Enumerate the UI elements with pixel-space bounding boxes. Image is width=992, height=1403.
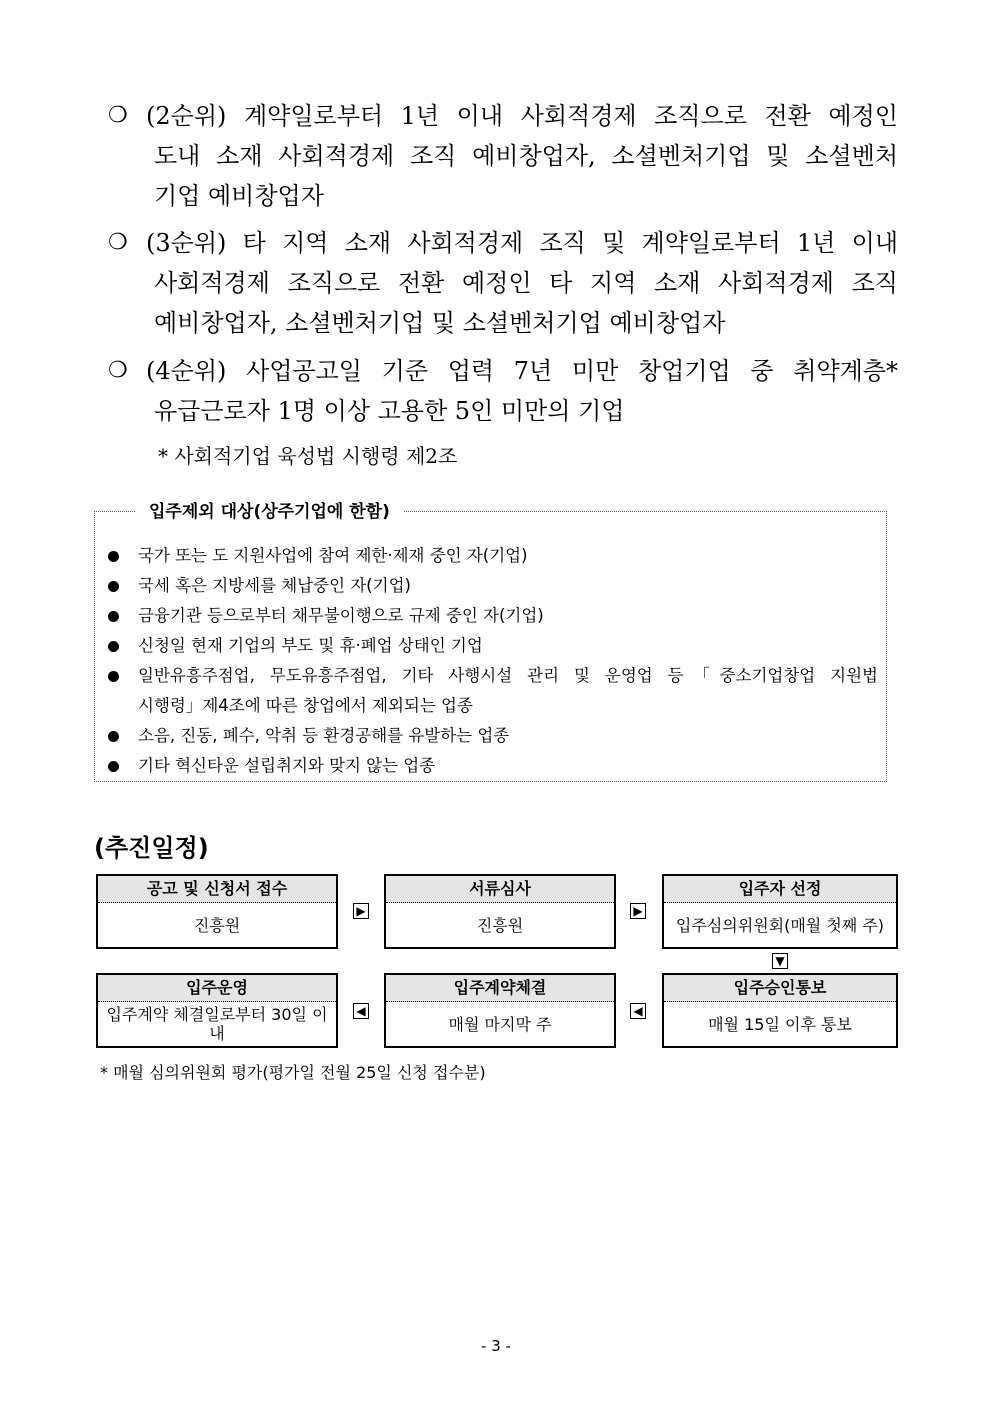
step-header: 입주계약체결: [386, 975, 614, 1002]
step-body: 입주계약 체결일로부터 30일 이내: [106, 1005, 328, 1043]
priority-4: [108, 351, 898, 431]
bullet-dot-icon: [108, 731, 119, 742]
priority-2: [108, 96, 898, 216]
bullet-dot-icon: [108, 581, 119, 592]
arrow-left-icon: ◀: [353, 1003, 369, 1019]
step-approval-notice: [662, 973, 898, 1048]
arrow-right-icon: ▶: [630, 903, 646, 919]
priority-footnote: * 사회적기업 육성법 시행령 제2조: [158, 444, 458, 468]
step-body: 매월 마지막 주: [448, 1014, 552, 1034]
list-item: 금융기관 등으로부터 채무불이행으로 규제 중인 자(기업): [108, 601, 878, 631]
list-item-continuation: 시행령」제4조에 따른 창업에서 제외되는 업종: [138, 696, 473, 715]
step-document-review: [384, 874, 616, 949]
step-tenant-selection: [662, 874, 898, 949]
step-contract: [384, 973, 616, 1048]
step-body: 입주심의위원회(매월 첫째 주): [675, 915, 885, 935]
schedule-footnote: * 매월 심의위원회 평가(평가일 전월 25일 신청 접수분): [100, 1063, 486, 1082]
bullet-dot-icon: [108, 611, 119, 622]
step-body: 진흥원: [476, 915, 524, 935]
exclusion-title: 입주제외 대상(상주기업에 한함): [135, 497, 404, 522]
bullet-dot-icon: [108, 671, 119, 682]
step-header: 입주운영: [98, 975, 336, 1002]
priority-3-text: (3순위) 타 지역 소재 사회적경제 조직 및 계약일로부터 1년 이내: [146, 229, 898, 257]
list-item: 기타 혁신타운 설립취지와 맞지 않는 업종: [108, 751, 878, 781]
priority-3-line-3: 예비창업자, 소셜벤처기업 및 소셜벤처기업 예비창업자: [154, 309, 726, 337]
list-item: 소음, 진동, 폐수, 악취 등 환경공해를 유발하는 업종: [108, 721, 878, 751]
priority-2-line-2: 도내 소재 사회적경제 조직 예비창업자, 소셜벤처기업 및 소셜벤처: [154, 142, 898, 170]
list-item: 신청일 현재 기업의 부도 및 휴·폐업 상태인 기업: [108, 631, 878, 661]
exclusion-list: [108, 541, 878, 781]
step-header: 공고 및 신청서 접수: [98, 876, 336, 903]
priority-4-line-2: 유급근로자 1명 이상 고용한 5인 미만의 기업: [154, 397, 625, 425]
page-number: - 3 -: [481, 1337, 511, 1355]
priority-2-line-3: 기업 예비창업자: [154, 182, 324, 210]
arrow-right-icon: ▶: [353, 903, 369, 919]
priority-4-text: (4순위) 사업공고일 기준 업력 7년 미만 창업기업 중 취약계층*: [146, 357, 898, 385]
priority-3-line-2: 사회적경제 조직으로 전환 예정인 타 지역 소재 사회적경제 조직: [154, 269, 898, 297]
step-header: 서류심사: [386, 876, 614, 903]
bullet-dot-icon: [108, 641, 119, 652]
step-header: 입주승인통보: [664, 975, 896, 1002]
priority-2-text: (2순위) 계약일로부터 1년 이내 사회적경제 조직으로 전환 예정인: [146, 102, 898, 130]
circle-bullet-icon: ❍: [108, 103, 128, 128]
step-operation: [96, 973, 338, 1048]
list-item: 일반유흥주점업, 무도유흥주점업, 기타 사행시설 관리 및 운영업 등「중소기업창업 지원법: [108, 661, 878, 691]
priority-3: [108, 223, 898, 343]
arrow-down-icon: ▼: [772, 953, 788, 969]
circle-bullet-icon: ❍: [108, 358, 128, 383]
step-header: 입주자 선정: [664, 876, 896, 903]
bullet-dot-icon: [108, 761, 119, 772]
arrow-left-icon: ◀: [630, 1003, 646, 1019]
circle-bullet-icon: ❍: [108, 230, 128, 255]
step-application: [96, 874, 338, 949]
list-item: 국세 혹은 지방세를 체납중인 자(기업): [108, 571, 878, 601]
step-body: 진흥원: [193, 915, 241, 935]
schedule-title: (추진일정): [94, 834, 209, 862]
step-body: 매월 15일 이후 통보: [708, 1014, 852, 1034]
bullet-dot-icon: [108, 551, 119, 562]
list-item: 국가 또는 도 지원사업에 참여 제한·제재 중인 자(기업): [108, 541, 878, 571]
